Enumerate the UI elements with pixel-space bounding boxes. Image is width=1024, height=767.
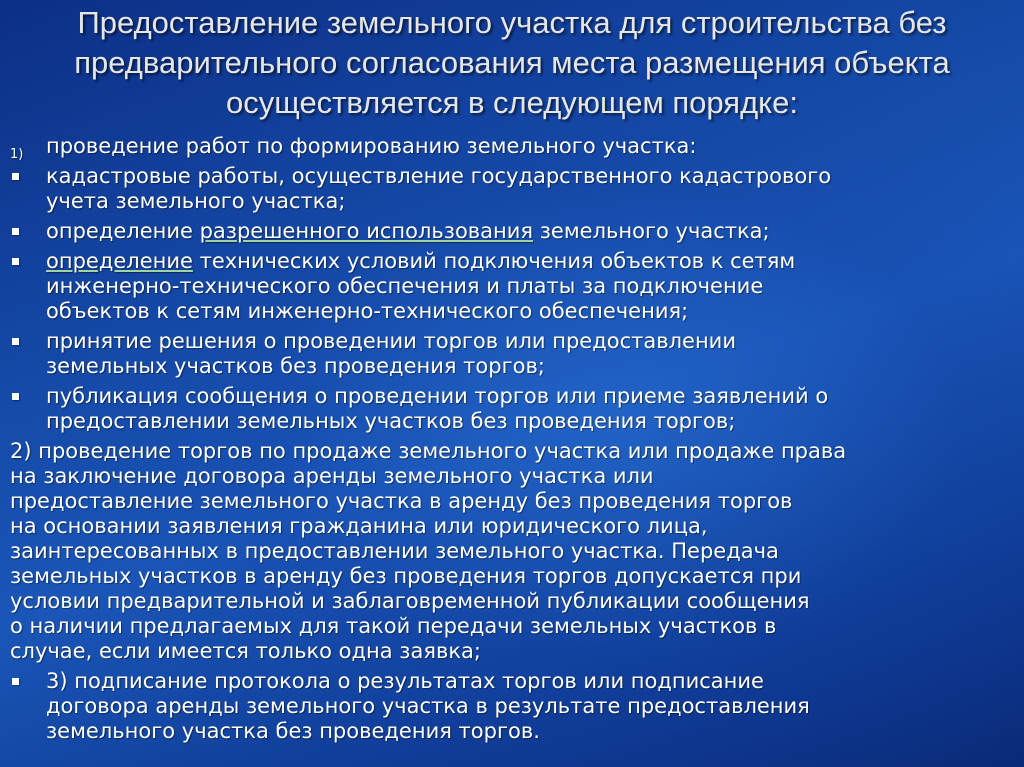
square-bullet-icon [12, 338, 19, 345]
item-text: 2) проведение торгов по продаже земельного участка или продаже права [10, 439, 847, 463]
item-text: о наличии предлагаемых для такой передачи земельных участков в [10, 614, 777, 638]
item-text: определение [46, 219, 200, 243]
square-bullet-icon [12, 678, 19, 685]
item-text: публикация сообщения о проведении торгов или приеме заявлений о [46, 384, 829, 408]
item-text: заинтересованных в предоставлении земельного участка. Передача [10, 539, 779, 563]
square-bullet-icon [12, 258, 19, 265]
item-text: инженерно-технического обеспечения и платы за подключение [46, 274, 764, 298]
item-text: кадастровые работы, осуществление государственного кадастрового [46, 164, 832, 188]
item-text: условии предварительной и заблаговременной публикации сообщения [10, 589, 810, 613]
item-text: на основании заявления гражданина или юридического лица, [10, 514, 708, 538]
item-text: принятие решения о проведении торгов или предоставлении [46, 329, 736, 353]
item-text: 3) подписание протокола о результатах торгов или подписание [46, 669, 764, 693]
permitted-use-link[interactable]: разрешенного использования [199, 219, 534, 243]
slide-title [10, 3, 1014, 123]
item-text: земельных участков без проведения торгов; [46, 354, 545, 378]
list-item-step-2 [0, 439, 1024, 664]
item-text: объектов к сетям инженерно-технического обеспечения; [46, 299, 689, 323]
list-item-decision [0, 329, 1024, 379]
item-text: земельных участков в аренду без проведения торгов допускается при [10, 564, 802, 588]
list-item-publication [0, 384, 1024, 434]
list-item-step-1 [0, 134, 1024, 162]
item-text: проведение работ по формированию земельного участка: [46, 134, 697, 158]
title-line: Предоставление земельного участка для строительства без [77, 5, 947, 40]
list-item-step-3 [0, 669, 1024, 744]
title-line: осуществляется в следующем порядке: [226, 85, 798, 120]
item-text: случае, если имеется только одна заявка; [10, 639, 481, 663]
number-marker: 1) [10, 147, 24, 162]
item-text-line [46, 219, 1014, 244]
list-item-cadastral-works [0, 164, 1024, 214]
bullet-list [0, 134, 1024, 749]
title-line: предварительного согласования места размещения объекта [74, 45, 950, 80]
item-text: на заключение договора аренды земельного участка или [10, 464, 654, 488]
square-bullet-icon [12, 173, 19, 180]
item-text-line [46, 249, 1014, 274]
item-text: предоставлении земельных участков без проведения торгов; [46, 409, 736, 433]
item-text: договора аренды земельного участка в результате предоставления [46, 694, 810, 718]
square-bullet-icon [12, 393, 19, 400]
list-item-technical-conditions [0, 249, 1024, 324]
list-item-permitted-use [0, 219, 1024, 244]
item-text: земельного участка; [533, 219, 770, 243]
item-text: технических условий подключения объектов к сетям [192, 249, 796, 273]
item-text: учета земельного участка; [46, 189, 346, 213]
definition-link[interactable]: определение [46, 249, 193, 273]
item-text: земельного участка без проведения торгов. [46, 719, 540, 743]
item-text: предоставление земельного участка в аренду без проведения торгов [10, 489, 793, 513]
square-bullet-icon [12, 228, 19, 235]
